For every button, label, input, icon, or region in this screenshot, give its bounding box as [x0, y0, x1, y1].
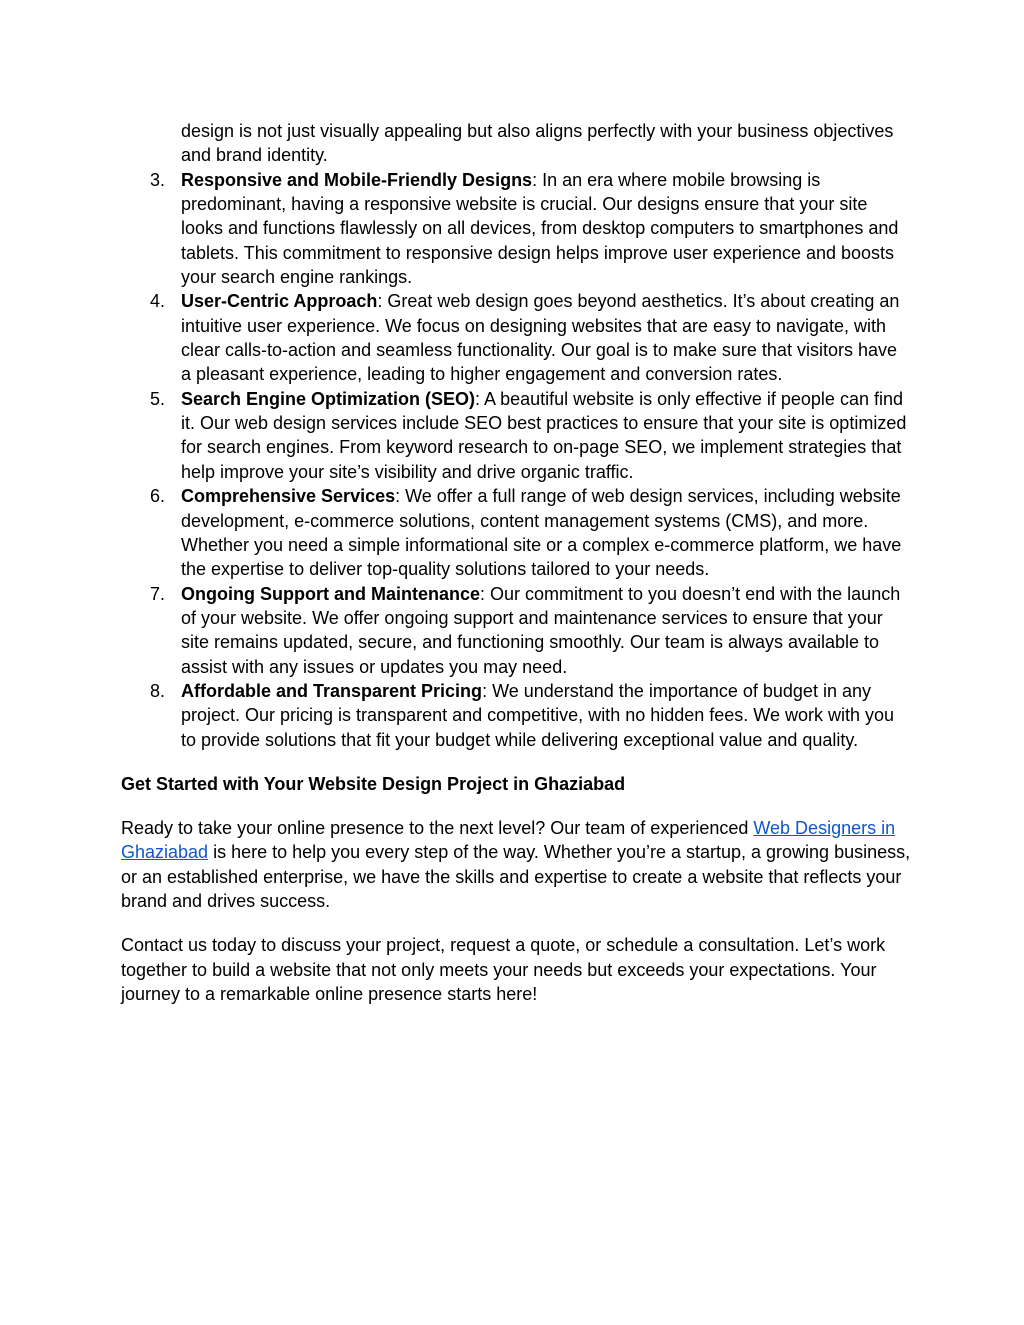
list-item-continuation: design is not just visually appealing but also aligns perfectly with your business objectives and brand identity. — [181, 121, 894, 166]
list-item-text: : Our commitment to you doesn’t end with the launch of your website. We offer ongoing support and maintenance services to ensure that your site remains updated, secure, and functioning smoothly. Our team is always available to assist with any issues or updates you may need. — [181, 583, 901, 677]
list-number: 5. — [150, 388, 166, 409]
list-item-text: : Great web design goes beyond aesthetics. It’s about creating an intuitive user experience. We focus on designing websites that are easy to navigate, with clear calls-to-action and seamless functionality. Our goal is to make sure that visitors have a pleasant experience, leading to higher engagement and conversion rates. — [181, 291, 900, 385]
intro-paragraph — [121, 816, 911, 913]
list-item-term: Search Engine Optimization (SEO) — [181, 388, 476, 409]
list-item-text: : We offer a full range of web design services, including website development, e-commerce solutions, content management systems (CMS), and more. Whether you need a simple informational site or a complex e-commerce platform, we have the expertise to deliver top-quality solutions tailored to your needs. — [181, 486, 902, 580]
features-list — [121, 168, 911, 752]
list-item-term: Comprehensive Services — [181, 486, 396, 507]
list-item — [121, 484, 911, 581]
list-number: 8. — [150, 680, 166, 701]
list-item-text: : We understand the importance of budget in any project. Our pricing is transparent and competitive, with no hidden fees. We work with you to provide solutions that fit your budget while delivering exceptional value and quality. — [181, 680, 895, 750]
paragraph-text: Ready to take your online presence to the next level? Our team of experienced — [121, 817, 754, 838]
paragraph-text: is here to help you every step of the way. Whether you’re a startup, a growing business, or an established enterprise, we have the skills and expertise to create a website that reflects your brand and drives success. — [121, 842, 911, 911]
list-item — [121, 582, 911, 679]
document-page — [121, 119, 911, 1006]
list-item-text: : In an era where mobile browsing is predominant, having a responsive website is crucial. Our designs ensure that your site looks and functions flawlessly on all devices, from desktop computers to smartphones and tablets. This commitment to responsive design helps improve user experience and boosts your search engine rankings. — [181, 169, 899, 288]
list-item-term: Affordable and Transparent Pricing — [181, 680, 483, 701]
list-item-term: User-Centric Approach — [181, 291, 378, 312]
section-heading: Get Started with Your Website Design Project in Ghaziabad — [121, 773, 626, 794]
list-item — [121, 387, 911, 484]
list-item-term: Ongoing Support and Maintenance — [181, 583, 480, 604]
list-number: 7. — [150, 583, 166, 604]
list-number: 6. — [150, 486, 166, 507]
list-item — [121, 679, 911, 752]
list-item — [121, 289, 911, 386]
list-item-term: Responsive and Mobile-Friendly Designs — [181, 169, 533, 190]
list-number: 4. — [150, 291, 166, 312]
list-item — [121, 168, 911, 290]
contact-paragraph: Contact us today to discuss your project, request a quote, or schedule a consultation. Let’s work together to build a website that not only meets your needs but exceeds your expectations. Your journey to a remarkable online presence starts here! — [121, 935, 886, 1004]
web-designers-link[interactable]: Web Designers in Ghaziabad — [121, 817, 896, 863]
list-item-text: : A beautiful website is only effective if people can find it. Our web design services include SEO best practices to ensure that your site is optimized for search engines. From keyword research to on-page SEO, we implement strategies that help improve your site’s visibility and drive organic traffic. — [181, 388, 907, 482]
list-number: 3. — [150, 169, 166, 190]
